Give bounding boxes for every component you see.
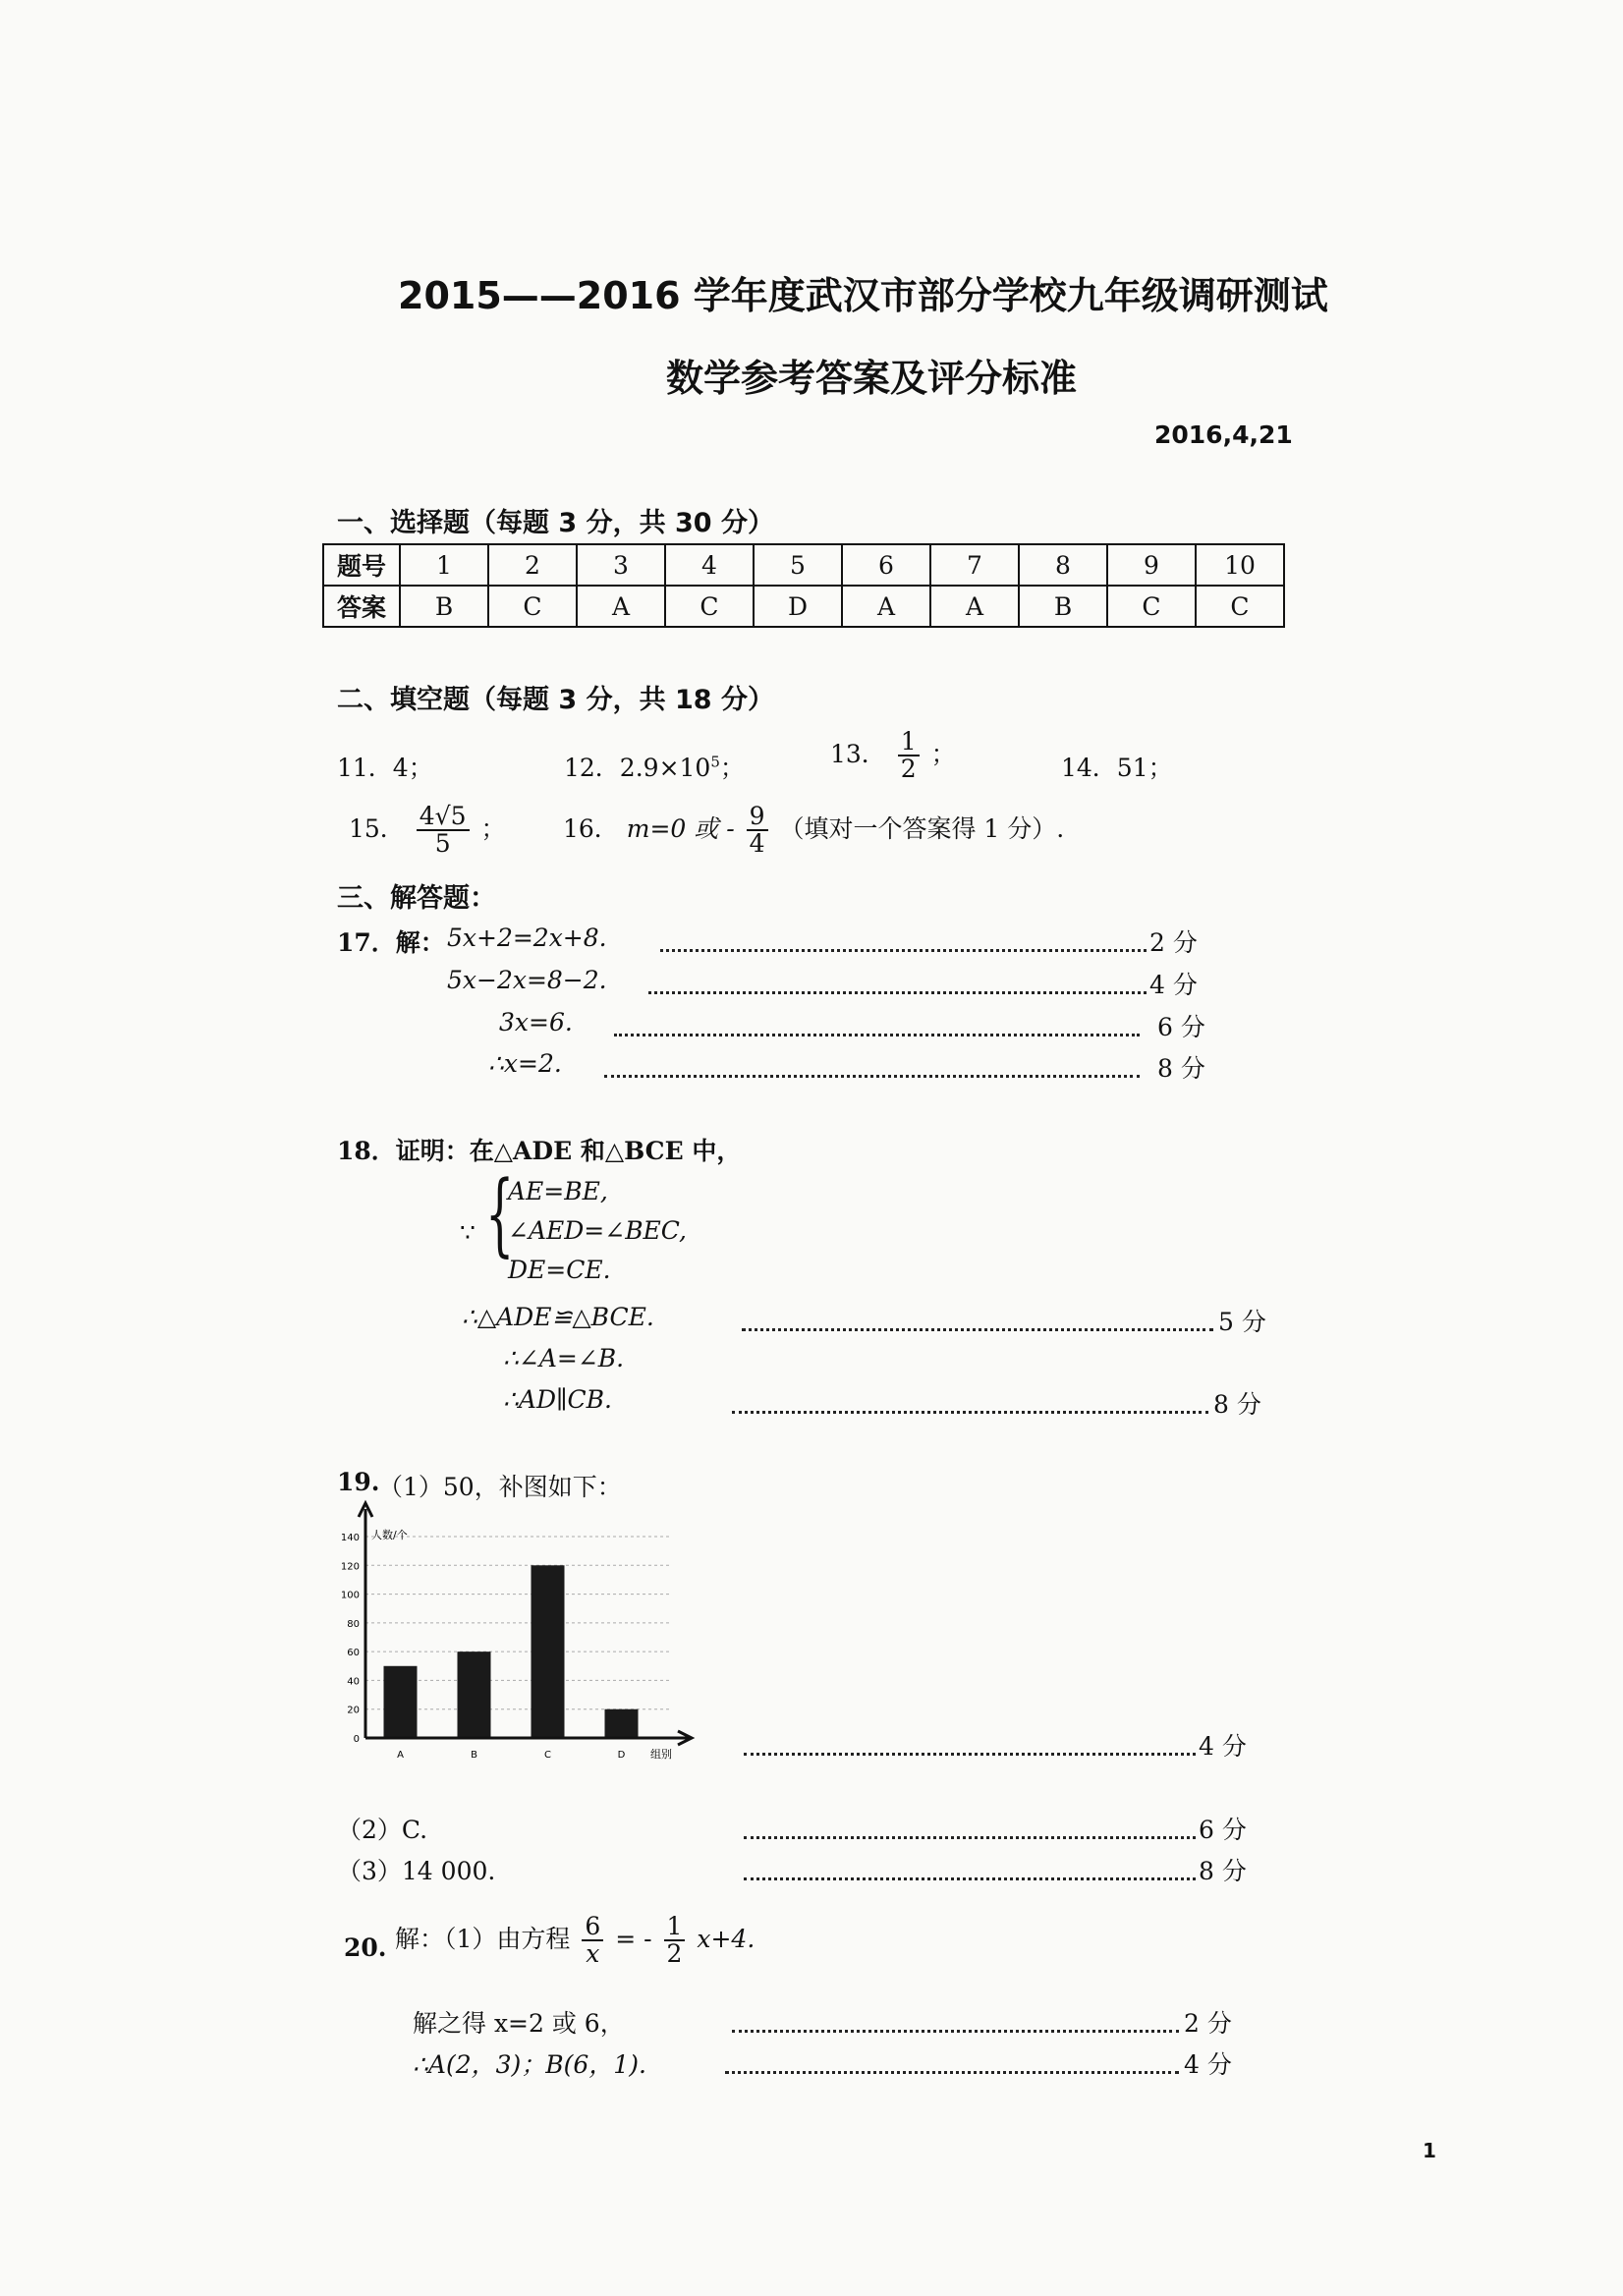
page-subtitle: 数学参考答案及评分标准 (666, 357, 1078, 400)
q17-step: 5x+2=2x+8. (447, 924, 607, 952)
numerator: 4√5 (417, 804, 470, 831)
q20-label: 20. (344, 1933, 387, 1962)
q18-label: 18．证明：在△ADE 和△BCE 中， (337, 1137, 742, 1165)
answer-12 (564, 749, 745, 784)
answer-cell: C (488, 586, 577, 627)
page-number: 1 (1423, 2139, 1436, 2162)
q20-right-fraction (664, 1914, 686, 1968)
answer-cell: C (665, 586, 754, 627)
section2-heading: 二、填空题（每题 3 分，共 18 分） (337, 685, 774, 715)
numerator: 1 (898, 729, 920, 756)
y-tick-label: 60 (347, 1648, 360, 1659)
x-tick-label: B (471, 1750, 477, 1761)
answer-15-label: 15． (349, 813, 405, 843)
bar-chart (324, 1498, 727, 1793)
leader-dots (725, 2062, 1179, 2081)
q17-score: 6 分 (1157, 1013, 1205, 1041)
y-tick-label: 80 (347, 1618, 360, 1630)
q19-score: 6 分 (1199, 1816, 1247, 1844)
q18-condition: AE=BE, (508, 1177, 608, 1205)
answer-15-tail: ； (480, 813, 506, 843)
q18-condition: DE=CE. (508, 1256, 611, 1284)
answer-15-fraction (417, 804, 470, 858)
q19-part3: （3）14 000. (337, 1857, 496, 1885)
question-number-row (323, 544, 1284, 586)
answer-16-label: 16． (563, 813, 619, 843)
y-tick-label: 100 (340, 1590, 360, 1601)
section1-heading: 一、选择题（每题 3 分，共 30 分） (337, 508, 774, 538)
answer-12-base: 12．2.9×10 (564, 754, 711, 782)
leader-dots (648, 982, 1147, 1001)
x-tick-label: C (544, 1750, 551, 1761)
answer-table (322, 543, 1285, 628)
answer-13-tail: ； (930, 739, 956, 768)
denominator: x (586, 1939, 600, 1969)
denominator: 5 (434, 829, 451, 859)
leader-dots (732, 1402, 1208, 1421)
y-tick-label: 0 (353, 1734, 360, 1745)
q18-condition: ∠AED=∠BEC, (508, 1216, 687, 1245)
y-tick-label: 140 (340, 1533, 360, 1543)
q20-equals: = - (615, 1924, 652, 1953)
denominator: 4 (749, 829, 765, 859)
answer-11: 11．4； (337, 754, 433, 782)
answer-cell: A (577, 586, 665, 627)
q20-score: 2 分 (1184, 2009, 1232, 2038)
x-axis-label: 组别 (650, 1748, 672, 1761)
answer-12-exponent: 5 (710, 753, 720, 771)
y-tick-label: 40 (347, 1676, 360, 1688)
q18-step: ∴∠A=∠B. (503, 1344, 625, 1372)
q20-tail: x+4. (697, 1924, 756, 1953)
page-title: 2015——2016 学年度武汉市部分学校九年级调研测试 (398, 274, 1328, 317)
y-tick-label: 20 (347, 1705, 360, 1716)
answer-cell: A (842, 586, 930, 627)
answer-16-fraction (747, 804, 768, 858)
question-number: 1 (400, 544, 488, 586)
x-tick-label: A (397, 1750, 404, 1761)
answer-13-label: 13． (830, 739, 886, 768)
q19-label: 19. (337, 1468, 380, 1496)
question-number: 10 (1196, 544, 1284, 586)
q20-step: 解之得 x=2 或 6， (413, 2009, 625, 2038)
answer-cell: B (400, 586, 488, 627)
leader-dots (744, 1827, 1196, 1846)
answer-13-fraction (898, 729, 920, 783)
bar (384, 1666, 418, 1738)
question-number: 4 (665, 544, 754, 586)
q17-step: ∴x=2. (488, 1049, 562, 1078)
q20-equation (395, 1914, 755, 1968)
q19-score: 8 分 (1199, 1857, 1247, 1885)
answer-cell: B (1019, 586, 1107, 627)
q20-score: 4 分 (1184, 2050, 1232, 2079)
bar (458, 1652, 491, 1738)
q17-score: 2 分 (1149, 928, 1198, 957)
bar (605, 1709, 639, 1738)
left-brace: { (485, 1161, 515, 1266)
leader-dots (614, 1025, 1140, 1043)
q19-part1: （1）50，补图如下： (378, 1473, 622, 1501)
numerator: 9 (747, 804, 768, 831)
y-tick-label: 120 (340, 1561, 360, 1573)
x-tick-label: D (617, 1750, 626, 1761)
chart-bars (384, 1565, 639, 1738)
numerator: 6 (582, 1914, 603, 1941)
q18-score: 5 分 (1218, 1308, 1266, 1336)
question-number: 6 (842, 544, 930, 586)
answer-cell: D (754, 586, 842, 627)
question-number: 9 (1107, 544, 1196, 586)
q17-step: 3x=6. (499, 1008, 573, 1036)
leader-dots (604, 1066, 1140, 1085)
answer-13 (830, 729, 956, 783)
question-number: 3 (577, 544, 665, 586)
q19-score: 4 分 (1199, 1732, 1247, 1761)
leader-dots (744, 1744, 1196, 1763)
answer-row (323, 586, 1284, 627)
question-number: 7 (930, 544, 1019, 586)
question-number: 8 (1019, 544, 1107, 586)
section3-heading: 三、解答题： (337, 883, 496, 914)
bar (532, 1565, 565, 1738)
date: 2016,4,21 (1154, 420, 1293, 449)
because-symbol: ∵ (460, 1218, 476, 1247)
question-number: 5 (754, 544, 842, 586)
answer-14: 14．51； (1061, 754, 1173, 782)
answer-16 (563, 804, 1064, 858)
q17-label: 17．解： (337, 928, 445, 957)
answer-12-tail: ； (719, 754, 745, 782)
question-number: 2 (488, 544, 577, 586)
answer-16-tail: （填对一个答案得 1 分）. (779, 813, 1065, 843)
answer-cell: A (930, 586, 1019, 627)
q20-left-fraction (582, 1914, 603, 1968)
q19-part2: （2）C. (337, 1816, 428, 1844)
q18-step: ∴AD∥CB. (503, 1385, 612, 1414)
numerator: 1 (664, 1914, 686, 1941)
answer-cell: C (1196, 586, 1284, 627)
row-header-answer: 答案 (323, 586, 400, 627)
q18-step: ∴△ADE≌△BCE. (462, 1303, 654, 1331)
row-header-question: 题号 (323, 544, 400, 586)
q17-score: 4 分 (1149, 971, 1198, 999)
leader-dots (742, 1319, 1213, 1338)
denominator: 2 (900, 755, 917, 784)
leader-dots (660, 940, 1147, 959)
leader-dots (744, 1869, 1196, 1887)
q17-step: 5x−2x=8−2. (447, 966, 607, 994)
answer-16-text: m=0 或 - (626, 813, 735, 843)
q20-step: ∴A(2，3)；B(6，1). (413, 2050, 646, 2079)
q17-score: 8 分 (1157, 1054, 1205, 1083)
q18-score: 8 分 (1213, 1390, 1261, 1419)
q20-intro: 解：（1）由方程 (395, 1924, 571, 1953)
leader-dots (732, 2021, 1179, 2040)
answer-15 (349, 804, 505, 858)
y-axis-label: 人数/个 (371, 1529, 408, 1541)
answer-cell: C (1107, 586, 1196, 627)
denominator: 2 (666, 1939, 683, 1969)
